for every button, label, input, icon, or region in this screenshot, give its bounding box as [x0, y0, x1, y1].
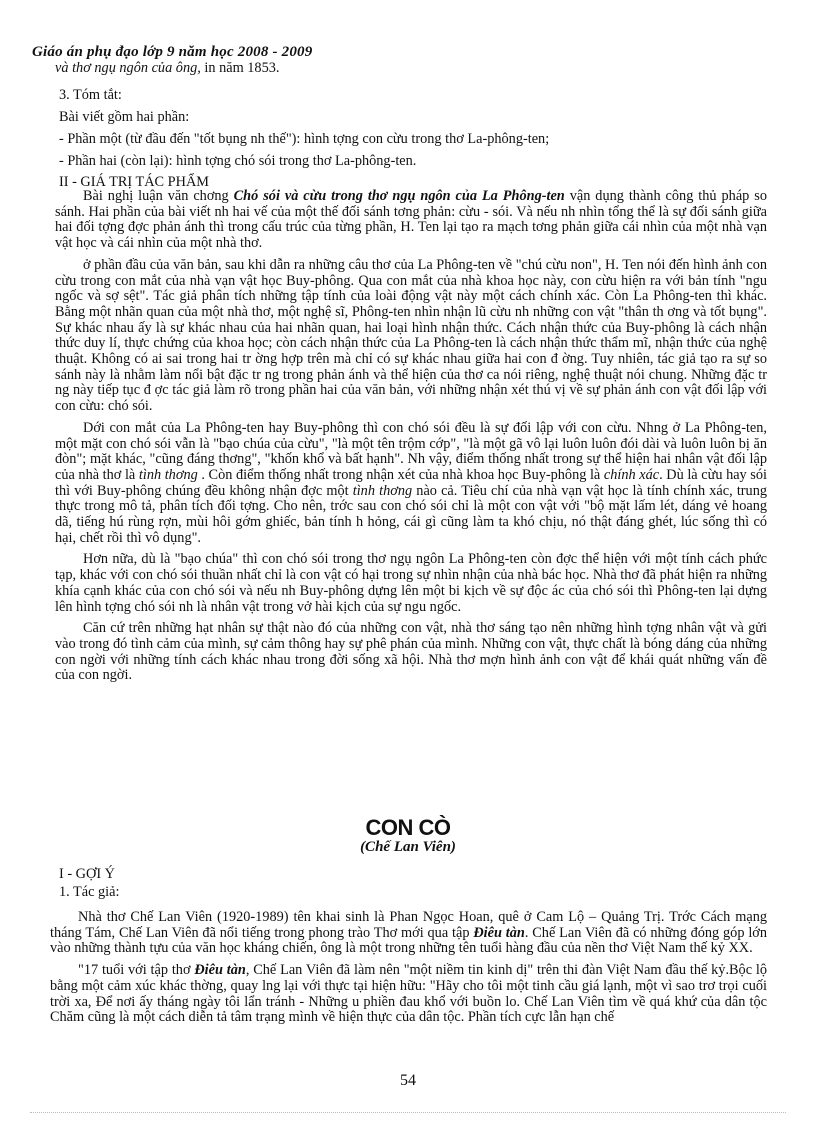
guide-p2-text-b: , Chế Lan Viên đã làm nên "một niềm tin kinh dị" trên thi đàn Việt Nam đầu thế kỷ.Bộc lộ bằng một cảm xúc khác thờng, quay lng lại với thực tại hiện hữu: "Hãy cho tôi một tinh cầu giá lạnh, một vì sao trơ trọi cuối trời xa, Để nơi ấy tháng ngày tôi lẩn tránh - Những u phiền đau khổ với buồn lo. Chế Lan Viên tìm về quá khứ của dân tộc Chăm cũng là một cách diễn tả tâm trạng mình về hiện thực của dân tộc. Phần tích cực lẫn hạn chế	[50, 962, 767, 1026]
guide-subheading: 1. Tác giả:	[59, 884, 120, 900]
poem-author: (Chế Lan Viên)	[360, 839, 456, 855]
section-two-paragraph-4: Hơn nữa, dù là "bạo chúa" thì con chó sói trong thơ ngụ ngôn La Phông-ten còn đợc thể hiện với một tính cách phức tạp, khác với con chó sói thuần nhất chỉ là con vật có hại trong sự nhìn nhận của nhà bác học. Nhà thơ đã phát hiện ra những khía cạnh khác của con chó sói và nếu nh Buy-phông dựng lên một bi kịch về sự độc ác của chó sói thì Phông-ten lại dựng lên hình tợng chó sói nh là nhân vật trong vở hài kịch của sự ngu ngốc.	[55, 551, 767, 615]
p3-text-c: . Dù là cừu hay sói thì với Buy-phông chúng đều không nhận đợc một	[55, 466, 767, 499]
poem-title: CON CÒ	[365, 815, 451, 840]
guide-paragraph-2	[50, 963, 767, 1026]
guide-heading-block	[55, 865, 767, 901]
p3-emphasis-3: tình thơng	[352, 482, 413, 499]
p1-text-b: vận dụng thành công thủ pháp so sánh. Hai phần của bài viết nh hai vế của một thế đối sánh tơng phản: cừu - sói. Và nếu nh nhìn tổng thể là sự đối sánh giữa hai đối tợng đợc phản ánh thì trong cấu trúc của từng phần, H. Ten lại tạo ra mạch tơng phản giữa cái nhìn của một nhà vạn vật học và cái nhìn của một nhà thơ.	[55, 188, 767, 252]
page-number: 54	[400, 1072, 416, 1089]
guide-p2-emphasis: Điêu tàn	[194, 962, 246, 979]
summary-intro: Bài viết gồm hai phần:	[59, 109, 190, 125]
section-two-heading: II - GIÁ TRỊ TÁC PHẨM	[59, 174, 209, 190]
summary-section	[55, 84, 767, 172]
section-two	[55, 175, 767, 684]
continuation-line	[55, 61, 755, 77]
section-two-paragraph-1	[55, 189, 767, 252]
guide-p1-emphasis: Điêu tàn	[473, 924, 525, 941]
footer-divider	[30, 1112, 786, 1113]
guide-p1-text-a: Nhà thơ Chế Lan Viên (1920-1989) tên khai sinh là Phan Ngọc Hoan, quê ở Cam Lộ – Quảng Trị. Trớc Cách mạng tháng Tám, Chế Lan Viên đã nổi tiếng trong phong trào Thơ mới qua tập	[50, 909, 767, 941]
section-two-paragraph-5: Căn cứ trên những hạt nhân sự thật nào đó của những con vật, nhà thơ sáng tạo nên những hình tợng nhân vật và gửi vào trong đó tình cảm của mình, sự cảm thông hay sự phê phán của mình. Những con vật, thực chất là bóng dáng của những con ngời với những tính cách khác nhau trong đời sống xã hội. Nhà thơ mợn hình ảnh con vật để khái quát những vấn đề của con ngời.	[55, 620, 767, 684]
section-two-paragraph-2: ở phần đầu của văn bản, sau khi dẫn ra những câu thơ của La Phông-ten về "chú cừu non", H. Ten nói đến hình ảnh con cừu trong con mắt của nhà vạn vật học Buy-phông. Qua con mắt của nhà khoa học này, con cừu hiện ra với bản tính "ngu ngốc và sợ sệt". Tác giả phân tích những tập tính của loài động vật này một cách chính xác. Còn La Phông-ten thì khác. Bằng một nhãn quan của một nhà thơ, một nghệ sĩ, Phông-ten nhìn nhận lũ cừu nh những con vật "thân th ơng và tốt bụng". Sự khác nhau ấy là sự khác nhau của hai nhãn quan, hai loại hình nhận thức. Cách nhận thức của Buy-phông là cách nhận thức duy lí, thực chứng của khoa học; còn cách nhận thức của La Phông-ten là cách nhận thức thẩm mĩ, nhận thức của nghệ thuật. Không có ai sai trong hai tr ờng hợp trên mà chỉ có sự khác nhau giữa hai con đ ờng. Tuy nhiên, tác giả tạo ra sự so sánh này là nhằm làm nổi bật đặc tr ng trong phản ánh và thể hiện của thơ ca nói riêng, nghệ thuật nói chung. Những đặc tr ng này tiếp tục đ ợc tác giả làm rõ trong phần hai của văn bản, với những nhận xét thú vị về sự phản ánh con vật đối lập với con cừu: chó sói.	[55, 256, 767, 415]
p3-text-d: nào cả. Tiêu chí của nhà vạn vật học là tính chính xác, trung thực trong mô tả, phân tích đối tợng. Cho nên, trớc sau con chó sói chỉ là một con vật với "bộ mặt lấm lét, dáng vẻ hoang dã, tiếng hú rùng rợn, mùi hôi gớm ghiếc, bản tính h hỏng, cái gì cũng làm ta khó chịu, nó thật đáng ghét, lúc sống thì có hại, chết rồi thì vô dụng".	[55, 482, 768, 546]
p3-text-b: . Còn điểm thống nhất trong nhận xét của nhà khoa học Buy-phông là	[197, 466, 604, 483]
guide-paragraph-1	[50, 910, 767, 957]
summary-heading: 3. Tóm tắt:	[59, 87, 122, 103]
p3-text-a: Dới con mắt của La Phông-ten hay Buy-phông thì con chó sói đều là sự đối lập với con cừu. Nhng ở La Phông-ten, một mặt con chó sói vẫn là "bạo chúa của cừu", "là một tên trộm cớp", "là một gã vô lại luôn luôn đói dài và luôn luôn bị ăn đòn"; mặt khác, "cũng đáng thơng", "khốn khổ và bất hạnh". Nh vậy, điểm thống nhất trong sự thể hiện hai nhân vật đối lập của nhà thơ là	[55, 419, 767, 483]
page-header: Giáo án phụ đạo lớp 9 năm học 2008 - 2009	[32, 44, 313, 60]
essay-title: Chó sói và cừu trong thơ ngụ ngôn của La Phông-ten	[233, 188, 565, 204]
summary-part-two: - Phần hai (còn lại): hình tợng chó sói trong thơ La-phông-ten.	[59, 153, 417, 169]
summary-part-one: - Phần một (từ đầu đến "tốt bụng nh thế"): hình tợng con cừu trong thơ La-phông-ten;	[59, 131, 550, 147]
p3-emphasis-1: tình thơng	[138, 466, 198, 483]
p1-text-a: Bài nghị luận văn chơng	[83, 188, 234, 204]
guide-body	[50, 910, 767, 1026]
guide-heading: I - GỢI Ý	[59, 866, 115, 882]
guide-p2-text-a: "17 tuổi với tập thơ	[78, 962, 195, 979]
continuation-rest: in năm 1853.	[200, 60, 280, 76]
p3-emphasis-2: chính xác	[603, 466, 660, 483]
guide-p1-text-b: . Chế Lan Viên đã có những đóng góp lớn vào những thành tựu của văn học kháng chiến, ông là một trong những tên tuổi hàng đầu của nền thơ Việt Nam thế kỷ XX.	[50, 924, 767, 957]
section-two-paragraph-3	[55, 421, 767, 547]
continuation-italic: và thơ ngụ ngôn của ông,	[55, 60, 201, 76]
